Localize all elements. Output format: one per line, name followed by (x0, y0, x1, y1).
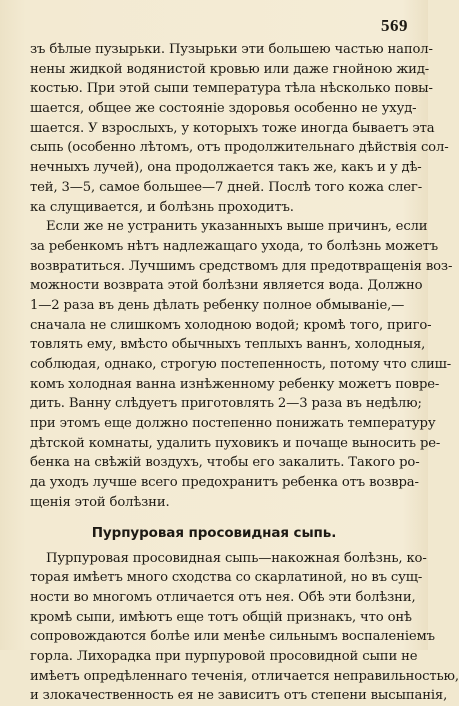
text-line: зъ бѣлые пузырьки. Пузырьки эти большею частью напол- (30, 40, 398, 60)
paragraph-2 (30, 217, 398, 512)
text-line: горла. Лихорадка при пурпуровой просовидной сыпи не (30, 647, 398, 667)
text-line: торая имѣетъ много сходства со скарлатиной, но въ сущ- (30, 568, 398, 588)
text-line: 1—2 раза въ день дѣлать ребенку полное обмываніе,— (30, 296, 398, 316)
text-line: Пурпуровая просовидная сыпь—накожная болѣзнь, ко- (30, 549, 398, 569)
text-line: костью. При этой сыпи температура тѣла нѣсколько повы- (30, 79, 398, 99)
text-line: комъ холодная ванна изнѣженному ребенку можетъ повре- (30, 375, 398, 395)
text-line: соблюдая, однако, строгую постепенность, потому что слиш- (30, 355, 398, 375)
text-line: да уходъ лучше всего предохранитъ ребенка отъ возвра- (30, 473, 398, 493)
text-line: нечныхъ лучей), она продолжается такъ же, какъ и у дѣ- (30, 158, 398, 178)
paragraph-3 (30, 549, 398, 706)
text-line: товлять ему, вмѣсто обычныхъ теплыхъ ваннъ, холодныя, (30, 335, 398, 355)
text-line: сопровождаются болѣе или менѣе сильнымъ воспаленіемъ (30, 627, 398, 647)
text-line: шается, общее же состояніе здоровья особенно не ухуд- (30, 99, 398, 119)
text-line: можности возврата этой болѣзни является вода. Должно (30, 276, 398, 296)
text-line: и злокачественность ея не зависитъ отъ степени высыпанія, (30, 686, 398, 706)
text-line: бенка на свѣжій воздухъ, чтобы его закалить. Такого ро- (30, 453, 398, 473)
text-line: шается. У взрослыхъ, у которыхъ тоже иногда бываетъ эта (30, 119, 398, 139)
section-heading: Пурпуровая просовидная сыпь. (30, 522, 398, 544)
text-line: щенія этой болѣзни. (30, 493, 398, 513)
text-line: кромѣ сыпи, имѣютъ еще тотъ общій признакъ, что онѣ (30, 608, 398, 628)
text-line: возвратиться. Лучшимъ средствомъ для предотвращенія воз- (30, 257, 398, 277)
page-number: 569 (381, 16, 408, 36)
text-line: имѣетъ опредѣленнаго теченія, отличается неправильностью, (30, 667, 398, 687)
text-line: сыпь (особенно лѣтомъ, отъ продолжительнаго дѣйствія сол- (30, 138, 398, 158)
text-line: Если же не устранить указанныхъ выше причинъ, если (30, 217, 398, 237)
paragraph-1 (30, 40, 398, 217)
text-line: за ребенкомъ нѣтъ надлежащаго ухода, то болѣзнь можетъ (30, 237, 398, 257)
text-line: ка слущивается, и болѣзнь проходитъ. (30, 198, 398, 218)
text-line: дить. Ванну слѣдуетъ приготовлять 2—3 раза въ недѣлю; (30, 394, 398, 414)
text-line: тей, 3—5, самое большее—7 дней. Послѣ того кожа слег- (30, 178, 398, 198)
text-line: сначала не слишкомъ холодною водой; кромѣ того, приго- (30, 316, 398, 336)
text-line: дѣтской комнаты, удалить пуховикъ и почаще выносить ре- (30, 434, 398, 454)
text-line: нены жидкой водянистой кровью или даже гнойною жид- (30, 60, 398, 80)
page-body (30, 40, 398, 706)
text-line: ности во многомъ отличается отъ нея. Обѣ эти болѣзни, (30, 588, 398, 608)
text-line: при этомъ еще должно постепенно понижать температуру (30, 414, 398, 434)
